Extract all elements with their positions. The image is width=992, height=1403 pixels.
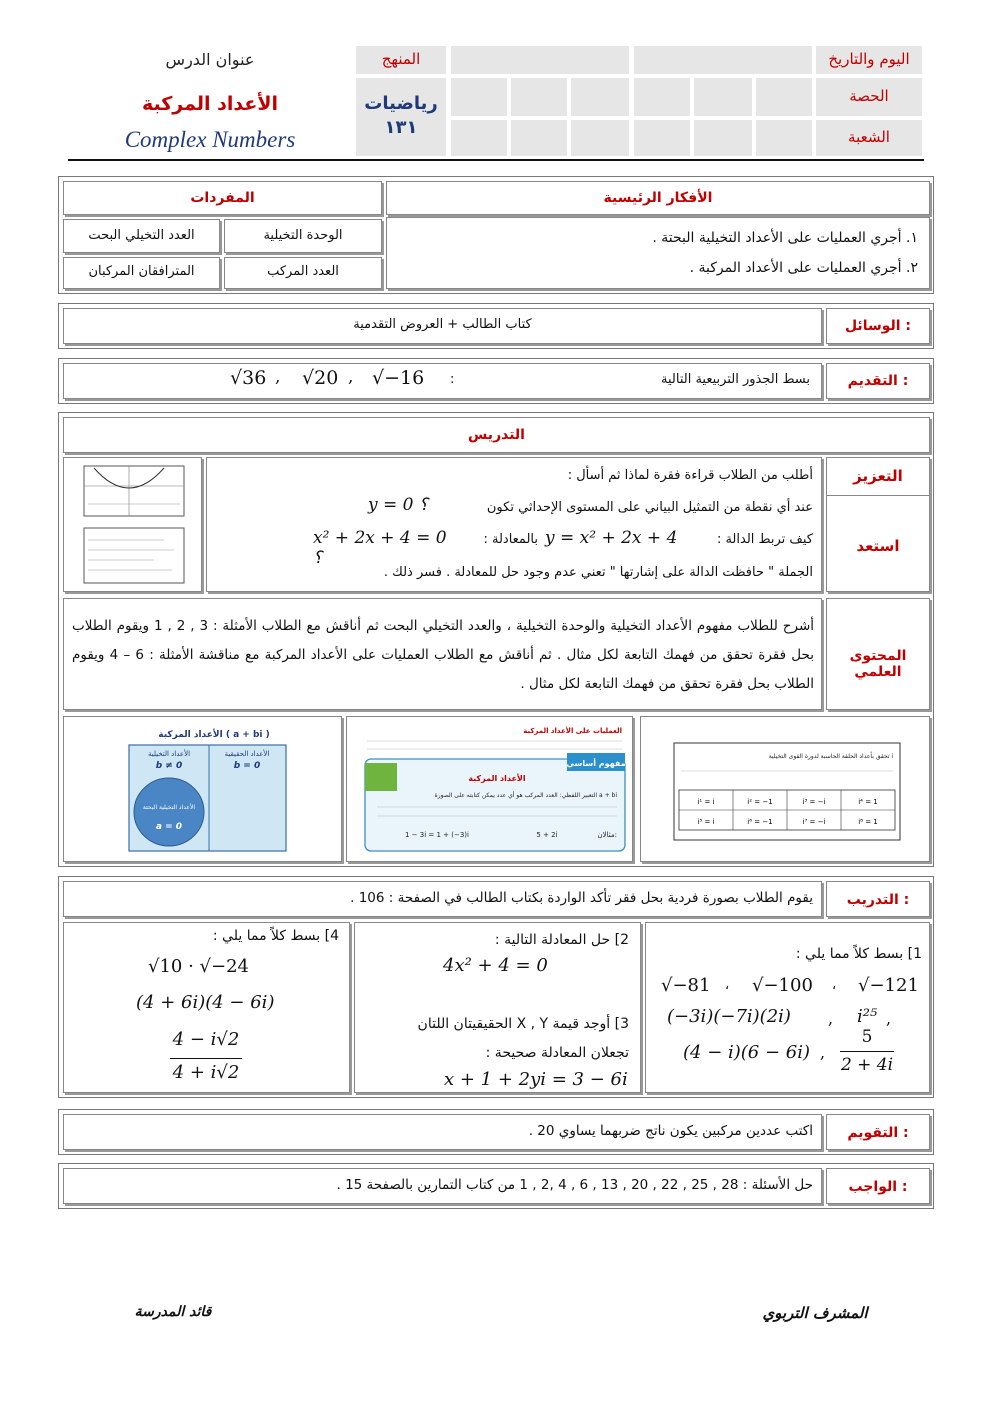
q2-title: 2] حل المعادلة التالية : xyxy=(494,932,629,948)
q1-frac-num: 5 xyxy=(861,1027,873,1047)
content-label: المحتوى العلمي xyxy=(849,648,907,680)
concept-ex2: 1 − 3i = 1 + (−3)i xyxy=(405,831,469,839)
prepare-line-3: كيف تربط الدالة : xyxy=(716,532,813,547)
q1-root-121: √−121 xyxy=(858,975,919,996)
q4-b: (4 + 6i)(4 − 6i) xyxy=(136,992,275,1013)
intro-label: التقديم : xyxy=(847,373,909,389)
vocab-title: المفردات xyxy=(190,190,255,206)
math-func: y = x² + 2x + 4 xyxy=(545,528,678,548)
concept-ex1: 5 + 2i xyxy=(536,831,558,839)
diagram-imag-label: الأعداد التخيلية xyxy=(147,750,191,758)
resources-text: كتاب الطالب + العروض التقدمية xyxy=(353,317,532,332)
resources-label: الوسائل : xyxy=(844,318,912,334)
period-label: الحصة xyxy=(849,87,889,105)
math-y0: y = 0 ؟ xyxy=(368,495,428,515)
q1-i25: i²⁵ xyxy=(857,1006,878,1027)
q4-den: 4 + i√2 xyxy=(172,1062,240,1083)
curriculum-value: رياضيات ١٣١ xyxy=(364,93,438,138)
concept-badge: مفهوم أساسي xyxy=(566,759,626,768)
homework-label: الواجب : xyxy=(848,1179,908,1195)
power-cell: i⁶ = −1 xyxy=(747,818,773,826)
q4-a: √10 · √−24 xyxy=(148,956,249,977)
q1-frac-den: 2 + 4i xyxy=(840,1055,894,1075)
root-neg16: √−16 xyxy=(372,367,425,389)
vocab-item-4: المترافقان المركبان xyxy=(88,264,195,279)
lesson-title-ar: الأعداد المركبة xyxy=(141,93,279,115)
main-idea-2: ٢. أجري العمليات على الأعداد المركبة . xyxy=(689,260,918,276)
prepare-label: استعد xyxy=(856,537,900,555)
diagram-real-cond: b = 0 xyxy=(233,761,261,771)
q1-title: 1] بسط كلاً مما يلي : xyxy=(795,946,922,962)
root-20: √20 xyxy=(302,367,339,389)
prepare-line-2: عند أي نقطة من التمثيل البياني على المستوى الإحداثي تكون xyxy=(486,500,813,515)
homework-text: حل الأسئلة : 28 , 25 , 22 , 20 , 13 , 6 , 4 ,2 , 1 من كتاب التمارين بالصفحة 15 . xyxy=(336,1177,813,1193)
graph-thumbnail-icon xyxy=(64,458,203,593)
q4-title: 4] بسط كلاً مما يلي : xyxy=(212,928,339,944)
lesson-title-label: عنوان الدرس xyxy=(165,50,255,69)
principal-signature: قائد المدرسة xyxy=(134,1304,212,1320)
lesson-title-en: Complex Numbers xyxy=(124,127,296,152)
power-cell: i⁷ = −i xyxy=(802,818,826,826)
diagram-pure-cond: a = 0 xyxy=(155,822,183,832)
curriculum-label: المنهج xyxy=(381,50,421,68)
prepare-line-4: بالمعادلة : xyxy=(483,532,538,547)
q3-eq: x + 1 + 2yi = 3 − 6i xyxy=(444,1069,628,1090)
q4-num: 4 − i√2 xyxy=(172,1029,240,1050)
section-label: الشعبة xyxy=(848,128,890,146)
training-text: يقوم الطلاب بصورة فردية بحل فقر تأكد الواردة بكتاب الطالب في الصفحة : 106 . xyxy=(350,890,813,906)
concept-header: العمليات على الأعداد المركبة xyxy=(523,727,622,735)
day-date-label: اليوم والتاريخ xyxy=(828,50,910,68)
complex-diagram xyxy=(63,716,342,862)
power-cell: i³ = −i xyxy=(802,798,826,806)
intro-text: بسط الجذور التربيعية التالية xyxy=(661,372,810,387)
main-idea-1: ١. أجري العمليات على الأعداد التخيلية البحتة . xyxy=(652,230,918,246)
intro-colon: : xyxy=(450,372,455,387)
powers-caption: تحقق بأعداد الحلقة الحاسبة لدورة القوى التخيلية i xyxy=(768,753,893,760)
diagram-title: الأعداد المركبة ( a + bi ) xyxy=(158,730,270,740)
graph-thumbnails xyxy=(63,457,202,592)
diagram-pure-label: الأعداد التخيلية البحتة xyxy=(142,804,196,811)
power-cell: i⁵ = i xyxy=(697,818,715,826)
training-label: التدريب : xyxy=(846,892,910,908)
q3-title-2: تجعلان المعادلة صحيحة : xyxy=(485,1045,629,1061)
q1-product: (−3i)(−7i)(2i) xyxy=(667,1006,791,1027)
teaching-title: التدريس xyxy=(468,427,525,443)
assessment-text: اكتب عددين مركبين يكون ناتج ضربهما يساوي 20 . xyxy=(528,1123,813,1139)
q1-root-100: √−100 xyxy=(752,975,813,996)
vocab-item-2: العدد التخيلي البحت xyxy=(88,228,195,243)
supervisor-signature: المشرف التربوي xyxy=(762,1304,868,1322)
reinforce-label: التعزيز xyxy=(853,467,903,485)
assessment-label: التقويم : xyxy=(847,1125,909,1141)
concept-body: التعبير اللفظي: العدد المركب هو أي عدد يمكن كتابته على الصورة a + bi xyxy=(434,792,617,799)
q1-prod2: (4 − i)(6 − 6i) xyxy=(683,1042,811,1063)
power-cell: i¹ = i xyxy=(697,798,715,806)
prepare-line-1: أطلب من الطلاب قراءة فقرة لماذا ثم أسأل : xyxy=(567,468,813,483)
q1-root-81: √−81 xyxy=(661,975,711,996)
concept-box-image xyxy=(346,716,633,862)
power-cell: i⁸ = 1 xyxy=(858,818,878,826)
concept-examples-label: مثالان: xyxy=(597,831,617,839)
header-rule xyxy=(68,159,924,161)
powers-table-image xyxy=(640,716,930,862)
math-eq: x² + 2x + 4 = 0 ؟ xyxy=(313,528,447,568)
power-cell: i⁴ = 1 xyxy=(858,798,878,806)
q2-eq: 4x² + 4 = 0 xyxy=(443,955,548,976)
diagram-imag-cond: b ≠ 0 xyxy=(155,761,183,771)
main-ideas-title: الأفكار الرئيسية xyxy=(603,190,713,206)
root-36: √36 xyxy=(230,367,267,389)
vocab-item-1: الوحدة التخيلية xyxy=(263,228,343,243)
prepare-line-5: الجملة " حافظت الدالة على إشارتها " تعني عدم وجود حل للمعادلة . فسر ذلك . xyxy=(383,565,813,580)
q3-title: 3] أوجد قيمة X , Y الحقيقيتان اللتان xyxy=(417,1016,629,1032)
concept-title: الأعداد المركبة xyxy=(468,774,526,783)
power-cell: i² = −1 xyxy=(747,798,773,806)
content-text: أشرح للطلاب مفهوم الأعداد التخيلية والوحدة التخيلية ، والعدد التخيلي البحت ثم أناقش مع الطلاب الأمثلة : 3 , 2 , 1 ويقوم الطلاب بحل فقرة تحقق من فهمك التابعة لكل مثال . ثم أناقش مع الطلاب العمليات على الأعداد المركبة مع مناقشة الأمثلة : 6 – 4 ويقوم الطلاب بحل فقرة تحقق من فهمك التابعة لكل مثال . xyxy=(72,618,815,692)
vocab-item-3: العدد المركب xyxy=(267,264,339,279)
diagram-real-label: الأعداد الحقيقية xyxy=(224,750,270,758)
